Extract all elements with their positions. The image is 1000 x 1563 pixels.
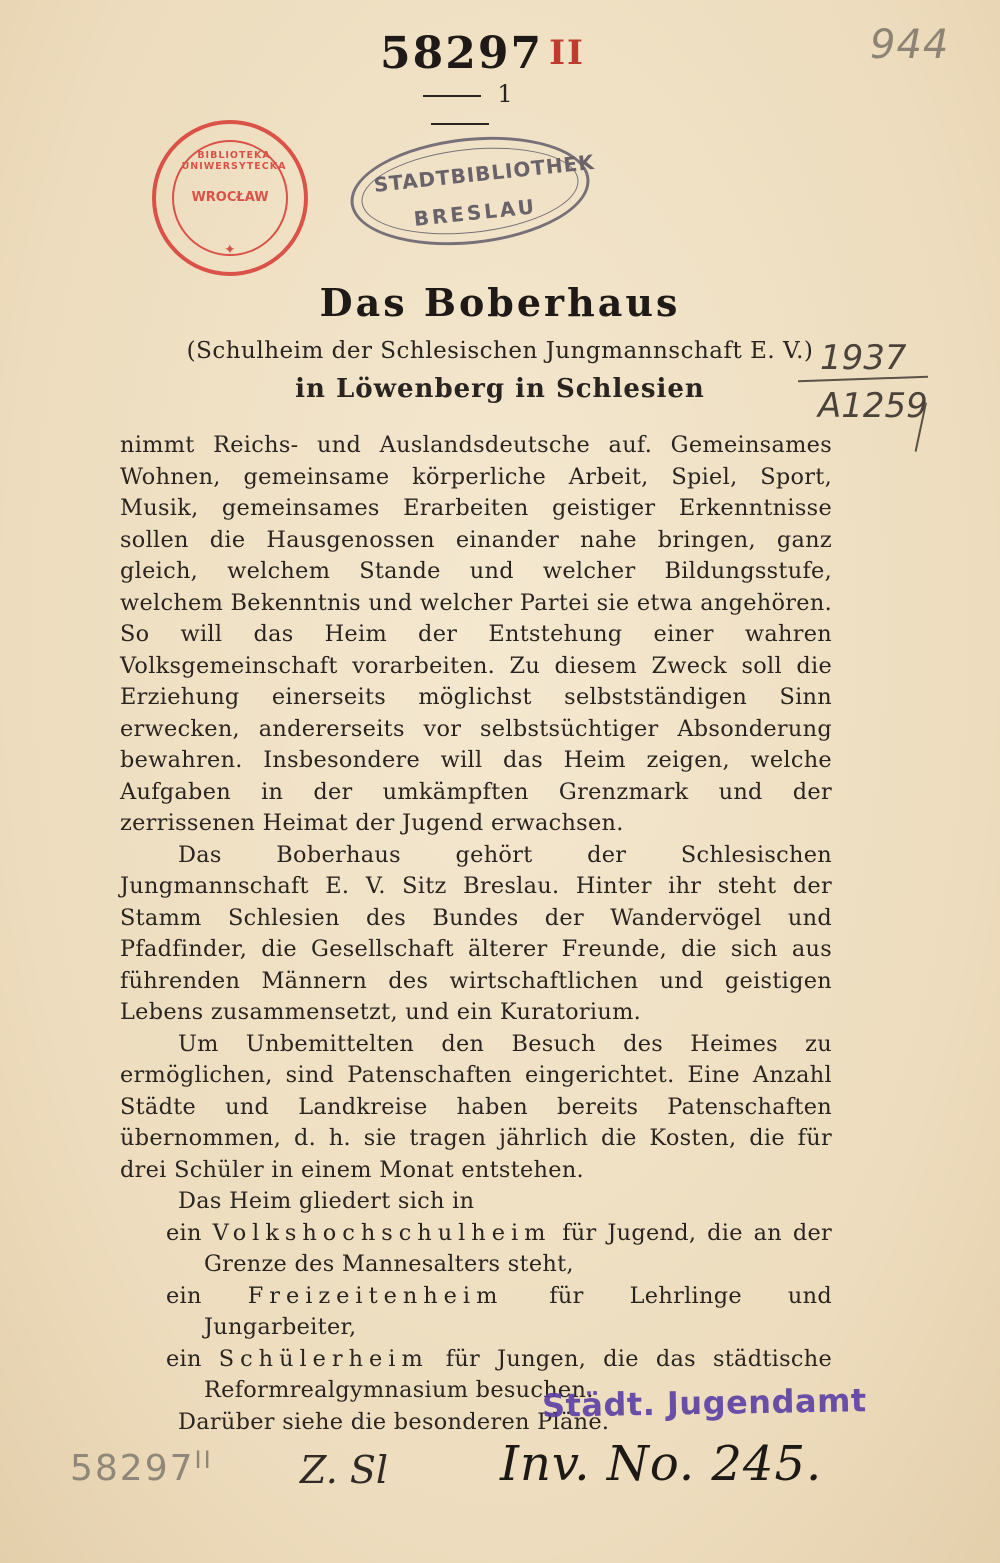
paragraph-sponsorship: Um Unbemittelten den Besuch des Heimes zu ermöglichen, sind Patenschaften eingerichtet. Eine Anzahl Städte und Landkreise haben bereits Patenschaften übernommen, d. h. sie tragen jährlich die Kosten, die für drei Schüler in einem Monat entstehen.	[120, 1030, 832, 1183]
library-stamp-red	[152, 120, 308, 276]
pencil-note-bottom-mid: Z. Sl	[300, 1448, 389, 1492]
page-number-rule-right	[431, 123, 489, 125]
document-body	[120, 430, 832, 1438]
paragraph-intro: nimmt Reichs- und Auslandsdeutsche auf. Gemeinsames Wohnen, gemeinsame körperliche Arbeit, Spiel, Sport, Musik, gemeinsames Erarbeiten geistiger Erkenntnisse sollen die Hausgenossen einander nahe bringen, ganz gleich, welchem Stande und welcher Bildungsstufe, welchem Bekenntnis und welcher Partei sie etwa angehören. So will das Heim der Entstehung einer wahren Volksgemeinschaft vorarbeiten. Zu diesem Zweck soll die Erziehung einerseits möglichst selbstständigen Sinn erwecken, andererseits vor selbstsüchtiger Absonderung bewahren. Insbesondere will das Heim zeigen, welche Aufgaben in der umkämpften Grenzmark und der zerrissenen Heimat der Jugend erwachsen.	[120, 432, 832, 836]
shelfmark	[380, 28, 585, 79]
list-item-prefix: ein	[166, 1219, 202, 1246]
red-stamp-ring-text: BIBLIOTEKA UNIWERSYTECKA	[181, 150, 287, 172]
list-item-text: für Jungen, die das städtische Reformrealgymnasium besuchen.	[204, 1345, 832, 1403]
list-item-prefix: ein	[166, 1345, 202, 1372]
list-item-text: für Jugend, die an der Grenze des Mannesalters steht,	[204, 1219, 833, 1277]
page-number-rule-left	[423, 95, 481, 97]
list-item-term: Freizeitenheim	[247, 1282, 504, 1309]
list-item-term: Schülerheim	[218, 1345, 429, 1372]
library-stamp-gray	[345, 126, 595, 257]
document-title: Das Boberhaus	[319, 280, 681, 325]
shelfmark-number: 58297	[380, 28, 544, 79]
closing-line: Darüber siehe die besonderen Pläne.	[178, 1408, 610, 1435]
document-subtitle: (Schulheim der Schlesischen Jungmannschaft E. V.)	[186, 338, 814, 364]
paragraph-ownership: Das Boberhaus gehört der Schlesischen Jungmannschaft E. V. Sitz Breslau. Hinter ihr steht der Stamm Schlesien des Bundes der Wandervögel und Pfadfinder, die Gesellschaft älterer Freunde, die sich aus führenden Männern des wirtschaftlichen und geistigen Lebens zusammensetzt, und ein Kuratorium.	[120, 841, 832, 1025]
shelfmark-suffix: II	[549, 33, 585, 73]
pencil-accession-code: A1259	[818, 386, 928, 426]
pencil-shelfmark-bottom	[70, 1446, 213, 1489]
page-number	[370, 80, 550, 136]
gray-stamp-line1: STADTBIBLIOTHEK	[372, 149, 596, 197]
red-stamp-star-icon: ✦	[224, 242, 236, 258]
list-item-term: Volkshochschulheim	[212, 1219, 552, 1246]
list-item-text: für Lehrlinge und Jungarbeiter,	[204, 1282, 832, 1340]
list-item-prefix: ein	[166, 1282, 202, 1309]
pencil-shelfmark-number: 58297	[70, 1448, 195, 1489]
list-intro: Das Heim gliedert sich in	[178, 1188, 475, 1214]
pencil-year: 1937	[820, 338, 907, 378]
red-stamp-center-text: WROCŁAW	[191, 190, 269, 205]
list-item	[120, 1281, 832, 1344]
gray-stamp-line2: BRESLAU	[412, 194, 538, 231]
ink-inventory-number: Inv. No. 245.	[500, 1436, 823, 1492]
document-subtitle-location: in Löwenberg in Schlesien	[295, 374, 705, 404]
pencil-note-top-right: 944	[870, 22, 950, 68]
jugendamt-stamp: Städt. Jugendamt	[541, 1381, 867, 1425]
pencil-shelfmark-suffix: II	[194, 1446, 213, 1474]
list-item	[120, 1218, 832, 1281]
page-number-value: 1	[497, 80, 513, 108]
